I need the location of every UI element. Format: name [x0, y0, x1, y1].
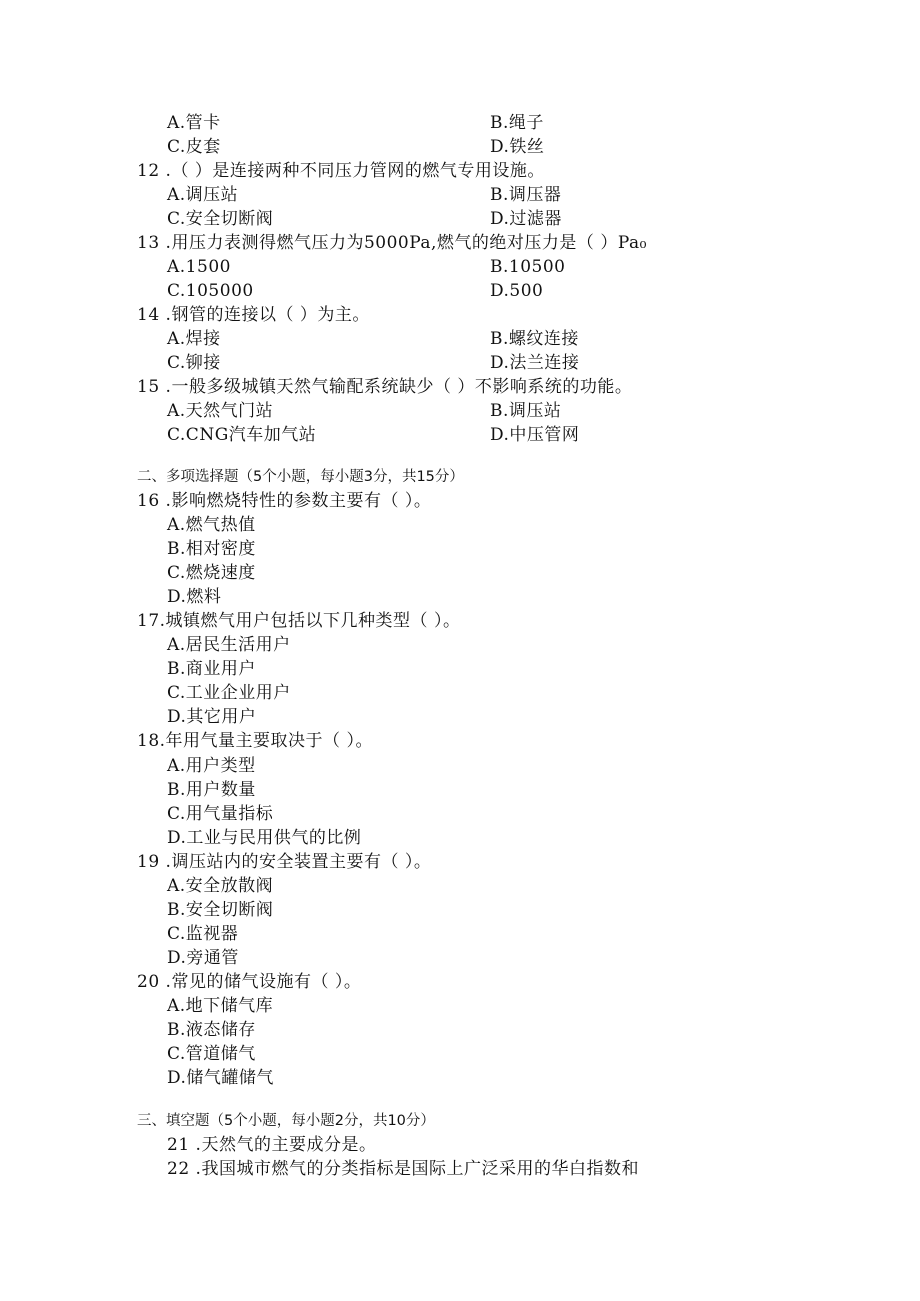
- q20-option: C.管道储气: [167, 1044, 256, 1064]
- q14-option-d: D.法兰连接: [490, 353, 580, 373]
- q12-option-c: C.安全切断阀: [167, 209, 274, 229]
- q12-option-b: B.调压器: [490, 185, 562, 205]
- q13-option-d: D.500: [490, 281, 544, 301]
- q13-option-c: C.105000: [167, 281, 254, 301]
- section-2-heading: 二、多项选择题（5个小题，每小题3分，共15分）: [137, 469, 464, 485]
- q17-option: A.居民生活用户: [167, 635, 291, 655]
- q19-stem: 19 .调压站内的安全装置主要有（ ）。: [137, 852, 432, 872]
- q16-option: C.燃烧速度: [167, 563, 256, 583]
- q15-option-a: A.天然气门站: [167, 401, 274, 421]
- q18-option: D.工业与民用供气的比例: [167, 828, 362, 848]
- q16-stem: 16 .影响燃烧特性的参数主要有（ ）。: [137, 491, 432, 511]
- q11-option-a: A.管卡: [167, 113, 221, 133]
- q17-option: B.商业用户: [167, 659, 256, 679]
- q19-option: B.安全切断阀: [167, 900, 274, 920]
- q11-option-c: C.皮套: [167, 137, 221, 157]
- q14-option-c: C.铆接: [167, 353, 221, 373]
- q13-stem: 13 .用压力表测得燃气压力为5000Pa,燃气的绝对压力是（ ）Pa₀: [137, 233, 647, 253]
- q18-option: B.用户数量: [167, 780, 256, 800]
- q12-option-a: A.调压站: [167, 185, 239, 205]
- q21-stem: 21 .天然气的主要成分是。: [167, 1135, 377, 1155]
- q18-option: C.用气量指标: [167, 804, 274, 824]
- q14-option-a: A.焊接: [167, 329, 221, 349]
- q16-option: A.燃气热值: [167, 515, 256, 535]
- q15-option-c: C.CNG汽车加气站: [167, 425, 317, 445]
- q20-option: D.储气罐储气: [167, 1068, 274, 1088]
- q18-option: A.用户类型: [167, 756, 256, 776]
- q17-option: D.其它用户: [167, 707, 257, 727]
- q20-stem: 20 .常见的储气设施有（ ）。: [137, 972, 362, 992]
- q12-stem: 12 .（ ）是连接两种不同压力管网的燃气专用设施。: [137, 161, 545, 181]
- section-3-heading: 三、填空题（5个小题，每小题2分，共10分）: [137, 1113, 435, 1129]
- q14-stem: 14 .钢管的连接以（ ）为主。: [137, 305, 370, 325]
- q16-option: D.燃料: [167, 587, 222, 607]
- q20-option: B.液态储存: [167, 1020, 256, 1040]
- q18-stem: 18.年用气量主要取决于（ ）。: [137, 731, 373, 751]
- q13-option-b: B.10500: [490, 257, 566, 277]
- q12-option-d: D.过滤器: [490, 209, 562, 229]
- q19-option: D.旁通管: [167, 948, 239, 968]
- q17-option: C.工业企业用户: [167, 683, 291, 703]
- q11-option-d: D.铁丝: [490, 137, 545, 157]
- q19-option: C.监视器: [167, 924, 239, 944]
- q14-option-b: B.螺纹连接: [490, 329, 579, 349]
- q15-option-b: B.调压站: [490, 401, 562, 421]
- q13-option-a: A.1500: [167, 257, 231, 277]
- q15-stem: 15 .一般多级城镇天然气输配系统缺少（ ）不影响系统的功能。: [137, 377, 633, 397]
- q11-option-b: B.绳子: [490, 113, 544, 133]
- q20-option: A.地下储气库: [167, 996, 274, 1016]
- q22-stem: 22 .我国城市燃气的分类指标是国际上广泛采用的华白指数和: [167, 1159, 639, 1179]
- q16-option: B.相对密度: [167, 539, 256, 559]
- q19-option: A.安全放散阀: [167, 876, 274, 896]
- q15-option-d: D.中压管网: [490, 425, 580, 445]
- q17-stem: 17.城镇燃气用户包括以下几种类型（ ）。: [137, 611, 461, 631]
